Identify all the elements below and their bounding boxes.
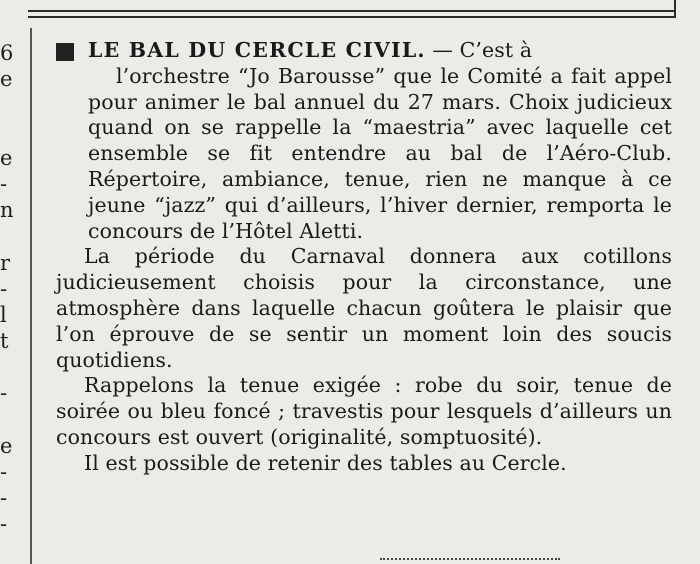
article-headline: LE BAL DU CERCLE CIVIL. (88, 38, 426, 62)
article-paragraph-3: Rappelons la tenue exigée : robe du soir, tenue de soirée ou bleu foncé ; travestis pour lesquels d’ailleurs un concours est ouvert (originalité, somptuosité). (56, 373, 672, 449)
fragment-line: - (0, 460, 8, 484)
fragment-line: e (0, 145, 13, 170)
fragment-line: r (0, 250, 11, 275)
fragment-line: 6 (0, 41, 14, 65)
square-bullet-icon (56, 43, 74, 61)
fragment-line (0, 119, 22, 145)
fragment-line: l (0, 302, 7, 327)
column-divider (30, 28, 32, 564)
article-paragraph-2: La période du Carnaval donnera aux cotillons judicieusement choisis pour la circonstance, une atmosphère dans laquelle chacun goûtera le plaisir que l’on éprouve de se sentir un moment loin des soucis quotidiens. (56, 244, 672, 372)
top-border-rule (28, 0, 676, 18)
article-paragraph-1 (56, 38, 672, 64)
fragment-line (0, 92, 22, 118)
headline-lead-text: — C’est à (432, 38, 533, 62)
fragment-line (0, 407, 22, 433)
fragment-line: - (0, 486, 8, 511)
left-column-fragment (0, 40, 22, 538)
fragment-line: - (0, 512, 8, 537)
fragment-line: - (0, 381, 8, 406)
article-paragraph-1-continued: l’orchestre “Jo Barousse” que le Comité a fait appel pour animer le bal annuel du 27 mars. Choix judicieux quand on se rappelle la “maestria” avec laquelle cet ensemble se fit entendre au bal de l’Aéro-Club. Répertoire, ambiance, tenue, rien ne manque à ce jeune “jazz” qui d’ailleurs, l’hiver dernier, remporta le concours de l’Hôtel Aletti. (88, 63, 672, 243)
fragment-line: - (0, 276, 8, 301)
top-border-corner (674, 0, 676, 16)
cropped-next-line (380, 558, 560, 564)
fragment-line (0, 223, 22, 249)
fragment-line: - (0, 171, 8, 196)
article-paragraph-4: Il est possible de retenir des tables au Cercle. (84, 450, 567, 475)
fragment-line: n (0, 198, 14, 223)
article-body (56, 38, 672, 477)
fragment-line: t (0, 329, 9, 354)
fragment-line (0, 354, 22, 380)
fragment-line: e (0, 67, 13, 92)
fragment-line: e (0, 433, 13, 458)
